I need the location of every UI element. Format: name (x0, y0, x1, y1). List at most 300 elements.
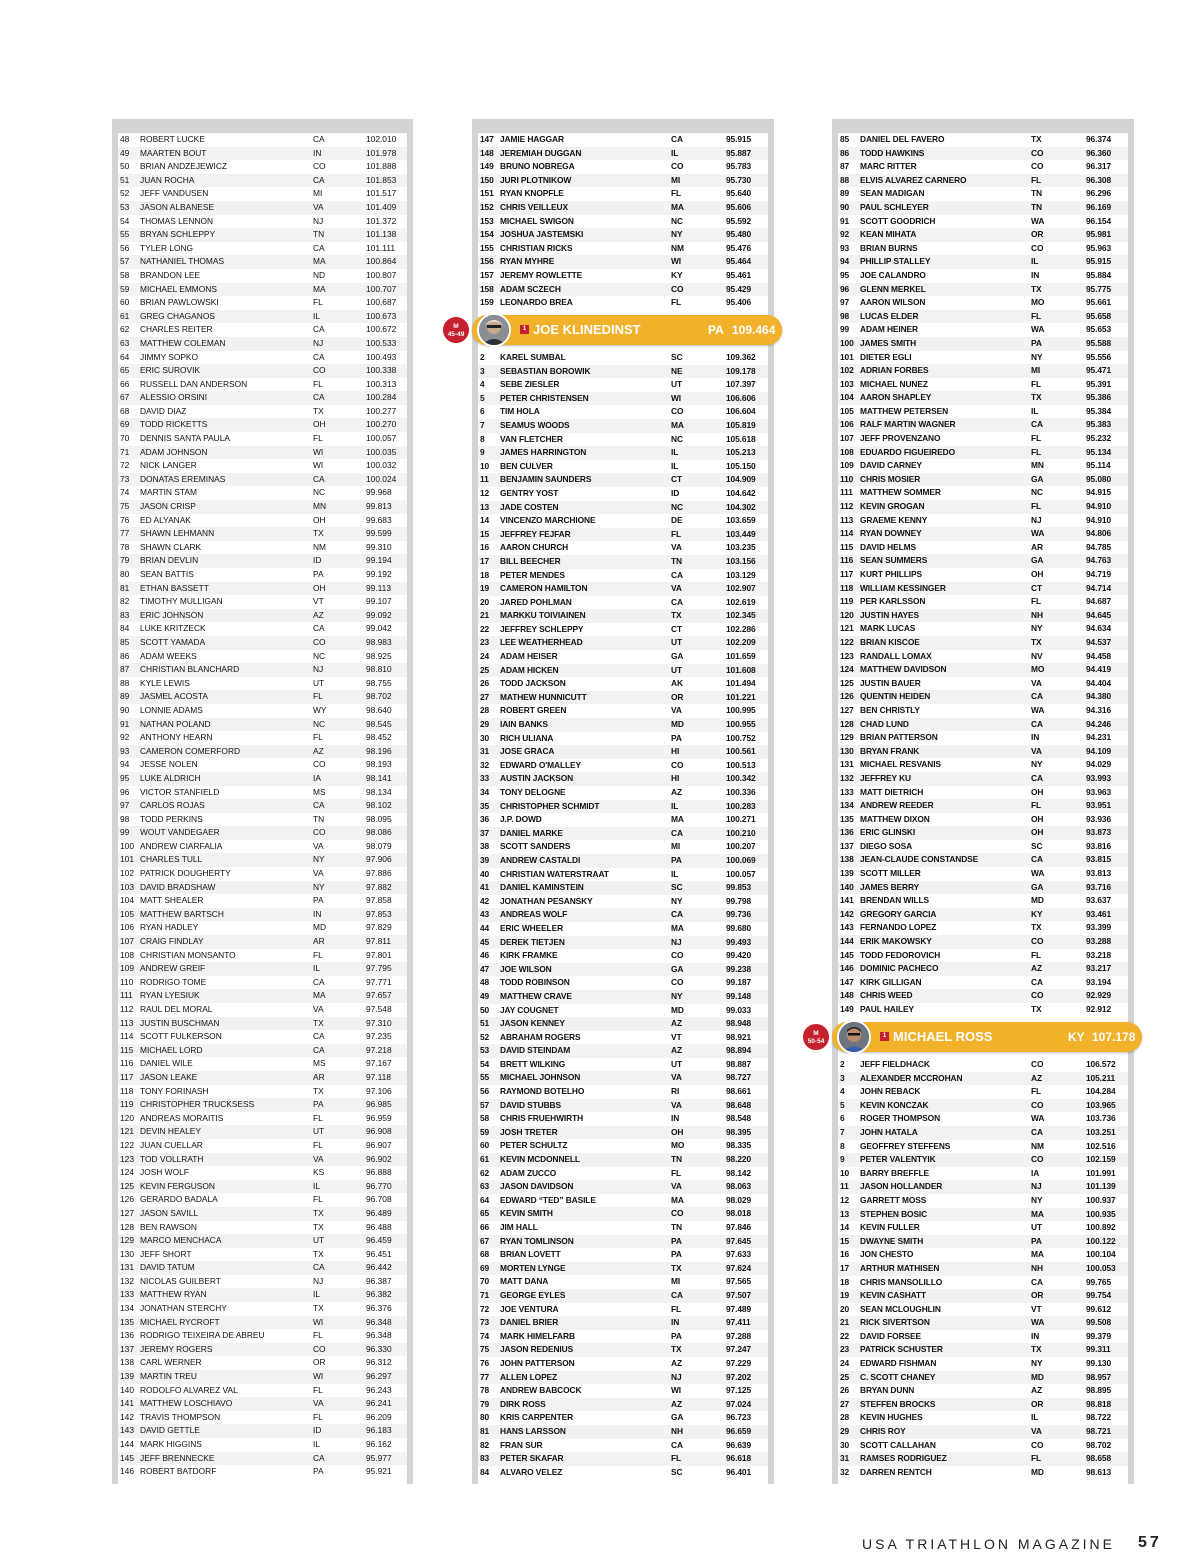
result-state: IL (313, 1180, 320, 1191)
result-rank: 146 (120, 1466, 134, 1477)
result-name: NATHANIEL THOMAS (140, 256, 225, 267)
result-state: NM (671, 242, 684, 253)
result-state: TN (1031, 201, 1042, 212)
result-row (838, 527, 1128, 541)
age-group-winner-banner (832, 1022, 1142, 1052)
result-rank: 148 (480, 147, 494, 158)
result-row (118, 1098, 407, 1112)
result-row (118, 364, 407, 378)
age-group-badge (801, 1022, 831, 1052)
result-state: TX (671, 1262, 682, 1273)
result-state: FL (671, 528, 682, 539)
result-rank: 128 (120, 1221, 134, 1232)
result-rank: 139 (120, 1371, 134, 1382)
result-state: WA (1031, 868, 1045, 879)
result-state: IL (313, 1289, 320, 1300)
result-row (478, 1207, 768, 1221)
result-score: 100.513 (726, 759, 756, 770)
result-name: ERIC GLINSKI (860, 827, 916, 838)
result-score: 97.771 (366, 976, 392, 987)
result-state: MI (671, 1276, 681, 1287)
result-row (478, 990, 768, 1004)
result-state: PA (671, 1249, 682, 1260)
result-row (478, 405, 768, 419)
result-row (838, 160, 1128, 174)
result-row (118, 595, 407, 609)
result-score: 100.069 (726, 854, 756, 865)
result-rank: 119 (840, 596, 854, 607)
result-score: 100.995 (726, 705, 756, 716)
result-rank: 39 (480, 854, 490, 865)
result-rank: 42 (480, 895, 490, 906)
result-name: JON CHESTO (860, 1249, 914, 1260)
result-name: PETER SCHULTZ (500, 1140, 568, 1151)
result-rank: 45 (480, 936, 490, 947)
result-row (118, 1384, 407, 1398)
result-name: JONATHAN STERCHY (140, 1303, 227, 1314)
result-name: ERIK MAKOWSKY (860, 936, 932, 947)
result-name: DAVID DIAZ (140, 405, 187, 416)
result-score: 98.395 (726, 1126, 752, 1137)
result-row (838, 1425, 1128, 1439)
result-rank: 93 (120, 745, 130, 756)
result-name: JOSH WOLF (140, 1167, 189, 1178)
result-row (478, 528, 768, 542)
result-score: 98.335 (726, 1140, 752, 1151)
result-row (478, 922, 768, 936)
result-rank: 13 (840, 1208, 850, 1219)
result-rank: 132 (840, 772, 854, 783)
result-row (838, 799, 1128, 813)
athlete-photo-icon (839, 1022, 869, 1052)
result-row (838, 704, 1128, 718)
result-state: MA (671, 1194, 684, 1205)
result-rank: 136 (120, 1330, 134, 1341)
result-rank: 107 (120, 936, 134, 947)
result-state: PA (313, 569, 324, 579)
result-state: VA (671, 1181, 682, 1192)
result-state: UT (313, 1126, 325, 1137)
result-row (118, 242, 407, 256)
result-state: PA (671, 1330, 682, 1341)
result-name: DANIEL KAMINSTEIN (500, 882, 584, 893)
result-name: FERNANDO LOPEZ (860, 922, 937, 933)
result-state: NE (671, 365, 683, 376)
result-rank: 73 (480, 1317, 490, 1328)
result-rank: 21 (840, 1317, 850, 1328)
result-state: VA (313, 1398, 324, 1409)
result-name: CHRIS WEED (860, 990, 913, 1001)
result-score: 95.429 (726, 283, 752, 294)
result-row (478, 501, 768, 515)
result-name: ANDREW CASTALDI (500, 854, 581, 865)
result-score: 95.884 (1086, 269, 1112, 280)
result-score: 96.985 (366, 1099, 392, 1110)
result-rank: 144 (120, 1439, 134, 1449)
result-rank: 84 (480, 1466, 490, 1477)
result-name: ADRIAN FORBES (860, 365, 929, 376)
result-row (838, 500, 1128, 514)
result-rank: 24 (840, 1358, 850, 1369)
result-name: JOSH TRETER (500, 1126, 558, 1137)
result-score: 95.406 (726, 297, 752, 308)
result-name: AARON SHAPLEY (860, 392, 932, 403)
result-name: ADAM JOHNSON (140, 446, 208, 457)
result-state: CO (671, 283, 684, 294)
result-rank: 16 (480, 542, 490, 553)
result-row (838, 296, 1128, 310)
result-row (478, 1058, 768, 1072)
result-score: 99.238 (726, 963, 752, 974)
result-rank: 48 (480, 977, 490, 988)
result-row (118, 1166, 407, 1180)
result-rank: 66 (480, 1222, 490, 1232)
result-state: PA (1031, 1235, 1042, 1246)
result-score: 94.404 (1086, 677, 1112, 688)
result-name: DANIEL MARKE (500, 827, 563, 838)
result-state: TX (313, 1303, 324, 1314)
winner-score: 107.178 (1092, 1030, 1136, 1044)
result-row (118, 1044, 407, 1058)
result-row (118, 1193, 407, 1207)
result-name: KEVIN KONCZAK (860, 1099, 929, 1110)
result-name: JOHN REBACK (860, 1086, 921, 1097)
result-name: JASON HOLLANDER (860, 1181, 943, 1192)
result-rank: 49 (120, 147, 130, 158)
result-rank: 119 (120, 1099, 134, 1110)
result-rank: 26 (840, 1385, 850, 1396)
result-rank: 29 (480, 719, 490, 730)
result-score: 102.516 (1086, 1140, 1116, 1151)
result-row (118, 1288, 407, 1302)
result-score: 105.618 (726, 433, 756, 444)
result-state: NJ (313, 215, 324, 226)
result-name: KURT PHILLIPS (860, 569, 922, 579)
result-row (118, 405, 407, 419)
result-rank: 99 (120, 827, 130, 838)
result-name: LUKE ALDRICH (140, 772, 201, 783)
result-score: 104.302 (726, 501, 756, 512)
result-rank: 118 (120, 1085, 134, 1096)
result-rank: 135 (120, 1316, 134, 1327)
result-score: 97.886 (366, 868, 392, 879)
result-row (118, 1452, 407, 1466)
result-state: MD (671, 719, 684, 730)
result-score: 106.606 (726, 392, 756, 403)
result-state: WA (1031, 1317, 1045, 1328)
result-score: 97.118 (366, 1071, 391, 1082)
results-rows (838, 133, 1128, 1017)
result-row (478, 473, 768, 487)
result-row (838, 1140, 1128, 1154)
result-score: 101.494 (726, 678, 756, 689)
result-name: JEFFREY KU (860, 772, 911, 783)
result-state: IL (313, 310, 320, 321)
result-rank: 121 (840, 623, 854, 634)
result-row (478, 392, 768, 406)
result-name: TONY FORINASH (140, 1085, 209, 1096)
result-score: 98.983 (366, 636, 392, 647)
result-state: VA (313, 1004, 324, 1014)
result-state: MD (1031, 1371, 1044, 1382)
result-rank: 27 (840, 1398, 850, 1409)
result-name: DWAYNE SMITH (860, 1235, 924, 1246)
result-rank: 63 (120, 337, 130, 348)
result-row (838, 215, 1128, 229)
result-rank: 28 (480, 705, 490, 716)
result-score: 96.169 (1086, 201, 1112, 212)
result-name: STEPHEN BOSIC (860, 1208, 928, 1219)
result-row (118, 269, 407, 283)
result-row (838, 949, 1128, 963)
result-rank: 4 (480, 379, 485, 390)
result-score: 95.464 (726, 256, 752, 267)
result-name: LONNIE ADAMS (140, 704, 203, 715)
result-rank: 84 (120, 623, 130, 634)
result-state: CA (313, 242, 325, 253)
result-rank: 133 (840, 786, 854, 797)
result-row (118, 1397, 407, 1411)
result-score: 99.042 (366, 623, 392, 634)
result-name: SCOTT GOODRICH (860, 215, 936, 226)
result-row (838, 283, 1128, 297)
result-row (838, 310, 1128, 324)
result-score: 96.209 (366, 1411, 392, 1422)
result-rank: 149 (840, 1004, 854, 1014)
result-state: TX (1031, 392, 1042, 403)
result-score: 97.106 (366, 1085, 392, 1096)
result-name: MATTHEW PETERSEN (860, 405, 949, 416)
result-row (478, 1126, 768, 1140)
result-name: CHRIS MOSIER (860, 473, 921, 484)
result-state: CT (671, 623, 682, 634)
result-row (478, 1262, 768, 1276)
result-score: 100.024 (366, 473, 397, 484)
result-row (118, 758, 407, 772)
result-score: 98.957 (1086, 1371, 1112, 1382)
result-state: MI (313, 188, 323, 199)
result-name: JASON REDENIUS (500, 1344, 574, 1355)
result-name: KRIS CARPENTER (500, 1412, 574, 1423)
result-score: 103.736 (1086, 1113, 1116, 1124)
result-state: CA (1031, 1276, 1043, 1287)
result-score: 96.374 (1086, 134, 1112, 144)
result-name: JOE WILSON (500, 963, 552, 974)
result-rank: 77 (120, 528, 130, 539)
result-state: CA (313, 351, 325, 362)
result-rank: 10 (840, 1167, 850, 1178)
result-score: 105.819 (726, 419, 756, 430)
result-row (838, 609, 1128, 623)
result-score: 100.533 (366, 337, 397, 348)
result-state: TX (1031, 1004, 1042, 1014)
result-row (118, 1153, 407, 1167)
result-name: ALLEN LOPEZ (500, 1371, 558, 1382)
result-rank: 6 (480, 406, 485, 417)
result-rank: 106 (840, 419, 854, 430)
result-state: NH (1031, 609, 1043, 620)
results-table-1 (118, 133, 407, 1484)
result-name: MARTIN STAM (140, 487, 197, 498)
result-name: ALESSIO ORSINI (140, 392, 208, 403)
result-score: 99.033 (726, 1004, 752, 1015)
result-name: TRAVIS THOMPSON (140, 1411, 221, 1422)
result-score: 97.906 (366, 854, 392, 865)
result-state: VA (1031, 677, 1042, 688)
result-row (478, 718, 768, 732)
result-name: KIRK FRAMKE (500, 950, 558, 961)
result-rank: 155 (480, 242, 494, 253)
magazine-footer: USA TRIATHLON MAGAZINE (862, 1536, 1115, 1552)
result-row (118, 541, 407, 555)
result-rank: 109 (840, 460, 854, 471)
result-score: 92.912 (1086, 1004, 1112, 1014)
result-state: CA (1031, 772, 1043, 783)
result-rank: 129 (840, 732, 854, 743)
result-state: GA (1031, 473, 1044, 484)
result-row (478, 963, 768, 977)
result-score: 100.313 (366, 378, 397, 389)
result-name: MARKKU TOIVIAINEN (500, 610, 586, 621)
result-row (118, 351, 407, 365)
result-score: 100.057 (366, 433, 397, 444)
result-row (478, 242, 768, 256)
result-name: JEREMIAH DUGGAN (500, 147, 582, 158)
result-state: TX (313, 1248, 324, 1259)
result-score: 99.683 (366, 514, 392, 525)
result-rank: 54 (120, 215, 130, 226)
result-score: 96.902 (366, 1153, 392, 1164)
result-row (838, 1371, 1128, 1385)
result-score: 100.707 (366, 283, 397, 294)
result-state: CA (1031, 976, 1043, 987)
result-name: PATRICK DOUGHERTY (140, 868, 231, 879)
result-name: SHAWN LEHMANN (140, 528, 215, 539)
athlete-photo-icon (479, 315, 509, 345)
result-row (838, 323, 1128, 337)
result-name: JEFFREY SCHLEPPY (500, 623, 584, 634)
result-state: NH (671, 1425, 683, 1436)
result-rank: 113 (840, 514, 854, 525)
result-state: MO (671, 1140, 685, 1151)
result-name: PAUL HAILEY (860, 1004, 914, 1014)
result-rank: 81 (480, 1425, 490, 1436)
result-row (838, 1343, 1128, 1357)
result-rank: 74 (120, 487, 130, 498)
result-name: SEBE ZIESLER (500, 379, 560, 390)
result-state: MD (1031, 895, 1044, 906)
result-state: NY (1031, 351, 1043, 362)
result-row (118, 826, 407, 840)
result-state: CA (1031, 718, 1043, 729)
result-score: 95.383 (1086, 419, 1112, 430)
result-state: CO (1031, 147, 1044, 158)
result-row (118, 663, 407, 677)
result-row (478, 881, 768, 895)
result-rank: 148 (840, 990, 854, 1001)
result-state: IL (1031, 1412, 1039, 1423)
result-name: JURI PLOTNIKOW (500, 174, 572, 185)
result-score: 99.493 (726, 936, 752, 947)
result-rank: 91 (840, 215, 850, 226)
result-state: HI (671, 746, 680, 757)
result-rank: 80 (480, 1412, 490, 1423)
result-rank: 131 (120, 1262, 134, 1273)
result-row (118, 976, 407, 990)
result-row (838, 1316, 1128, 1330)
result-row (838, 622, 1128, 636)
result-rank: 134 (840, 800, 854, 811)
result-rank: 93 (840, 242, 850, 253)
result-row (478, 1180, 768, 1194)
result-name: JIMMY SOPKO (140, 351, 199, 362)
result-name: ADAM ZUCCO (500, 1167, 557, 1178)
result-rank: 104 (120, 895, 134, 906)
result-name: MICHAEL SWIGON (500, 215, 574, 226)
result-name: PHILLIP STALLEY (860, 256, 931, 267)
results-table-3 (838, 133, 1128, 1484)
result-score: 94.806 (1086, 528, 1112, 539)
result-state: PA (1031, 337, 1042, 348)
result-row (478, 1452, 768, 1466)
result-row (838, 731, 1128, 745)
result-score: 96.312 (366, 1357, 392, 1368)
result-score: 99.420 (726, 950, 752, 961)
result-row (478, 1289, 768, 1303)
result-name: ANDREW REEDER (860, 800, 934, 811)
result-score: 95.887 (726, 147, 752, 158)
result-name: GREG CHAGANOS (140, 310, 215, 321)
result-row (838, 894, 1128, 908)
result-state: FL (671, 1303, 682, 1314)
result-rank: 27 (480, 691, 490, 702)
results-column-1 (112, 119, 413, 1484)
result-state: VA (313, 1153, 324, 1164)
result-row (478, 1248, 768, 1262)
result-name: MATT DIETRICH (860, 786, 924, 797)
result-name: BRIAN DEVLIN (140, 555, 199, 566)
result-state: CO (1031, 161, 1044, 172)
result-row (478, 650, 768, 664)
result-name: DAVID STEINDAM (500, 1045, 571, 1056)
result-name: TODD RICKETTS (140, 419, 208, 430)
result-score: 94.246 (1086, 718, 1112, 729)
result-state: ID (671, 487, 680, 498)
result-score: 100.053 (1086, 1262, 1116, 1273)
result-state: FL (313, 1112, 323, 1123)
result-row (478, 269, 768, 283)
result-state: AR (313, 936, 325, 947)
result-row (478, 800, 768, 814)
result-score: 101.221 (726, 691, 756, 702)
result-rank: 131 (840, 759, 854, 770)
result-name: KEVIN CASHATT (860, 1290, 927, 1301)
result-state: NC (313, 650, 326, 661)
result-state: FL (1031, 378, 1042, 389)
result-name: SEAN SUMMERS (860, 555, 928, 566)
result-score: 100.673 (366, 310, 397, 321)
result-score: 95.915 (726, 134, 752, 144)
result-rank: 120 (120, 1112, 134, 1123)
result-state: IN (1031, 1330, 1040, 1341)
result-score: 93.637 (1086, 895, 1112, 906)
result-state: NJ (313, 337, 324, 348)
result-row (838, 962, 1128, 976)
result-state: CT (1031, 582, 1042, 593)
result-score: 98.548 (726, 1113, 752, 1124)
result-rank: 98 (120, 813, 130, 824)
result-rank: 99 (840, 324, 850, 335)
